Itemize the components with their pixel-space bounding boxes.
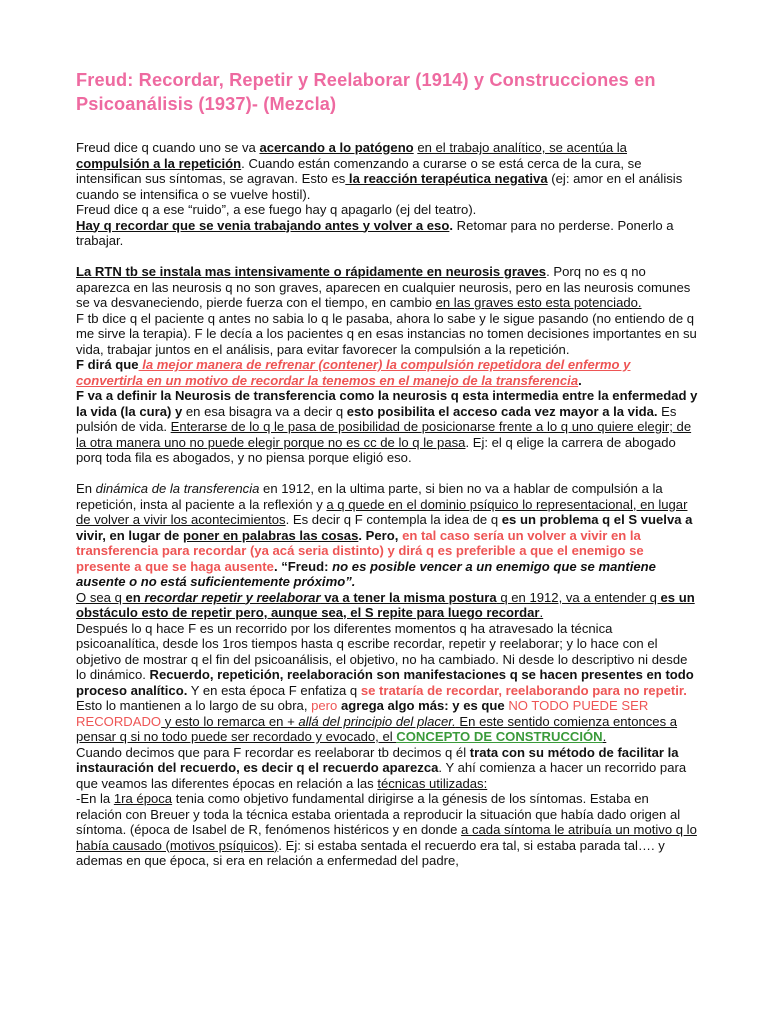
text-run: no es posible vencer a un enemigo que se mantiene ausente o no está suficientemente próximo”. (76, 558, 656, 589)
text-run: F tb dice q el paciente q antes no sabia lo q le pasaba, ahora lo sabe y le sigue pasando (no entiendo de q me sirve la terapia). F le decía a los pacientes q en esas instancias no tomen decisiones importantes en su vida, trabajar juntos en el análisis, para evitar favorecer la compulsión a la repetición. (76, 310, 697, 357)
text-run: O sea q (76, 589, 126, 605)
text-run: poner en palabras las cosas (182, 527, 359, 543)
text-run: NO TODO PUEDE SER RECORDADO (76, 698, 649, 729)
paragraph (76, 590, 698, 621)
text-run: . (449, 217, 453, 233)
document-title: Freud: Recordar, Repetir y Reelaborar (1914) y Construcciones en Psicoanálisis (1937)- (Mezcla) (76, 70, 656, 114)
text-run: esto posibilita el acceso cada vez mayor a la vida. (346, 403, 658, 419)
text-run: . Cuando están comenzando a curarse o se está cerca de la cura, se intensifican sus síntomas, se agravan. Esto es (76, 155, 642, 186)
text-run: Retomar para no perderse. Ponerlo a trabajar. (76, 217, 674, 248)
paragraph (76, 264, 698, 311)
text-run: Cuando decimos que para F recordar es reelaborar tb decimos q él (76, 744, 470, 760)
text-run: . (539, 605, 544, 620)
text-run: la mejor manera de refrenar (contener) la compulsión repetidora del enfermo y convertirla en un motivo de recordar la tenemos en el manejo de la transferencia (76, 357, 631, 388)
text-run: La RTN tb se instala mas intensivamente o rápidamente en neurosis graves (76, 264, 547, 279)
text-run: + allá del principio del placer. (287, 713, 456, 729)
text-run: dinámica de la transferencia (95, 481, 260, 496)
paragraph (76, 791, 698, 869)
text-run: Freud dice q cuando uno se va (76, 140, 260, 155)
paragraph (76, 745, 698, 792)
document-body (76, 140, 698, 869)
text-run: va a tener la misma postura (320, 589, 497, 605)
text-run: . Ej: el q elige la carrera de abogado porq toda fila es abogados, y no piensa porque eligió eso. (76, 434, 676, 465)
paragraph (76, 388, 698, 466)
text-run: . (578, 372, 582, 388)
text-run: a cada síntoma le atribuía un motivo q lo había causado (motivos psíquicos) (76, 822, 697, 853)
text-run: . (602, 729, 607, 744)
text-run: y esto lo remarca en (161, 713, 288, 729)
text-run: técnicas utilizadas: (377, 775, 488, 791)
paragraph (76, 481, 698, 590)
text-run: . Es decir q F contempla la idea de q (285, 512, 502, 527)
text-run: pero (311, 698, 338, 713)
text-run: compulsión a la repetición (76, 155, 242, 171)
paragraph-spacer (76, 466, 698, 482)
paragraph (76, 621, 698, 745)
text-run: Y en esta época F enfatiza q (187, 682, 361, 698)
paragraph-spacer (76, 249, 698, 265)
text-run: en el trabajo analítico, se acentúa la (417, 140, 627, 155)
text-run: . Porq no es q no aparezca en las neurosis q no son graves, aparecen en cualquier neurosis, pero en las neurosis comunes se va desvaneciendo, pierde fuerza con el tiempo, en cambio (76, 264, 691, 310)
text-run: en (125, 589, 145, 605)
text-run: Recuerdo, repetición, reelaboración son manifestaciones q se hacen presentes en todo proceso analítico. (76, 667, 694, 698)
text-run: F dirá que (76, 357, 139, 372)
text-run: en esa bisagra va a decir q (182, 403, 347, 419)
text-run: en las graves esto esta potenciado. (435, 295, 642, 310)
text-run: Esto lo mantienen a lo largo de su obra, (76, 698, 312, 713)
paragraph (76, 218, 698, 249)
text-run: Freud dice q a ese “ruido”, a ese fuego hay q apagarlo (ej del teatro). (76, 202, 477, 217)
text-run: Es pulsión de vida. (76, 403, 677, 434)
text-run: F va a definir la Neurosis de transferencia como la neurosis q esta intermedia entre la enfermedad y la vida (la cura) y (76, 388, 698, 419)
text-run: acercando a lo patógeno (259, 140, 414, 155)
text-run: es un problema q el S vuelva a vivir, en lugar de (76, 512, 693, 543)
paragraph (76, 202, 698, 218)
text-run: -En la (76, 791, 114, 806)
text-run: en 1912, en la ultima parte, si bien no va a hablar de compulsión a la repetición, insta al paciente a la reflexión y (76, 481, 663, 512)
text-run: . Ej: si estaba sentada el recuerdo era tal, si estaba parada tal…. y ademas en que época, si era en relación a enfermedad del padre, (76, 837, 665, 868)
text-run: en tal caso sería un volver a vivir en la transferencia para recordar (ya acá seria distinto) y dirá q es preferible a que el enemigo se presente a que se haga ausente (76, 527, 644, 574)
text-run: (ej: amor en el análisis cuando se intensifica o se vuelve hostil). (76, 171, 683, 202)
text-run: trata con su método de facilitar la instauración del recuerdo, es decir q el recuerdo aparezca (76, 744, 679, 775)
text-run: tenia como objetivo fundamental dirigirse a la génesis de los síntomas. Estaba en relación con Breuer y toda la técnica estaba orientada a reproducir la situación que había dado origen al síntoma. (época de Isabel de R, fenómenos histéricos y en donde (76, 791, 681, 837)
text-run: a q quede en el dominio psíquico lo representacional, en lugar de volver a vivir los acontecimientos (76, 496, 688, 527)
text-run: agrega algo más: y es que (337, 698, 509, 713)
paragraph (76, 311, 698, 358)
text-run: recordar repetir y reelaborar (144, 589, 321, 605)
text-run: . Pero, (358, 527, 403, 543)
text-run: . Y ahí comienza a hacer un recorrido para que veamos las diferentes épocas en relación a las (76, 760, 687, 791)
text-run: CONCEPTO DE CONSTRUCCIÓN (396, 729, 603, 744)
paragraph (76, 140, 698, 202)
text-run: . “Freud: (273, 558, 333, 574)
paragraph (76, 357, 698, 388)
text-run: la reacción terapéutica negativa (345, 171, 548, 186)
text-run: se trataría de recordar, reelaborando para no repetir. (360, 682, 687, 698)
text-run: Hay q recordar que se venia trabajando antes y volver a eso (76, 217, 450, 233)
text-run: Después lo q hace F es un recorrido por los diferentes momentos q ha atravesado la técnica psicoanalítica, desde los 1ros tiempos hasta q escribe recordar, repetir y reelaborar; y lo hace con el objetivo de mostrar q el fin del psicoanálisis, el objetivo, no ha cambiado. Ni desde lo descriptivo ni desde lo dinámico. (76, 620, 688, 682)
text-run: Enterarse de lo q le pasa de posibilidad de posicionarse frente a lo q uno quiere elegir; de la otra manera uno no puede elegir porque no es cc de lo q le pasa (76, 419, 692, 450)
text-run: En este sentido comienza entonces a pensar q si no todo puede ser recordado y evocado, el (76, 713, 678, 744)
text-run: 1ra época (113, 791, 173, 806)
text-run: En (76, 481, 96, 496)
text-run: es un obstáculo esto de repetir pero, aunque sea, el S repite para luego recordar (76, 589, 695, 620)
text-run: q en 1912, va a entender q (496, 589, 661, 605)
